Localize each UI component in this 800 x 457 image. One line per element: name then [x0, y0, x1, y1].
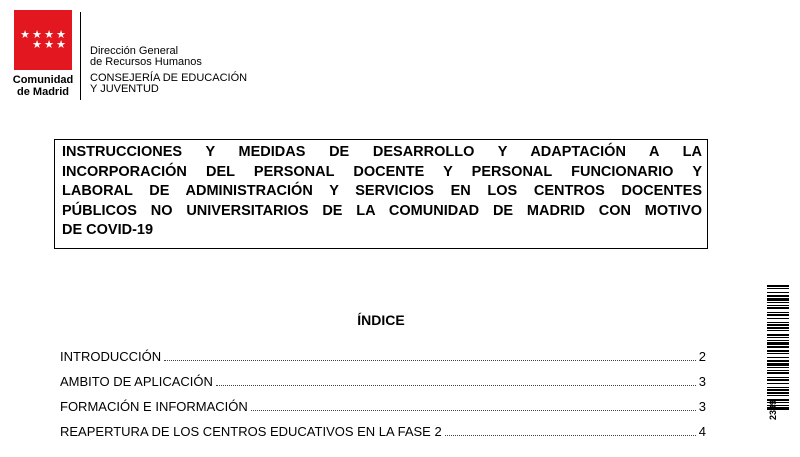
document-title	[54, 139, 708, 249]
org-name: Comunidad de Madrid	[12, 74, 74, 98]
dot-leader	[251, 410, 696, 411]
dot-leader	[216, 385, 696, 386]
table-of-contents	[60, 349, 706, 449]
toc-entry-page: 3	[698, 374, 706, 389]
toc-entry-page: 2	[698, 349, 706, 364]
toc-entry-label: INTRODUCCIÓN	[60, 349, 162, 364]
index-heading: ÍNDICE	[357, 312, 405, 328]
header-divider	[80, 12, 81, 100]
title-line: INCORPORACIÓN DEL PERSONAL DOCENTE Y PERSONAL FUNCIONARIO Y	[62, 163, 702, 180]
star-icons: ★ ★ ★ ★ ★ ★ ★	[20, 29, 66, 51]
comunidad-madrid-logo	[14, 10, 72, 70]
toc-entry-label: REAPERTURA DE LOS CENTROS EDUCATIVOS EN LA FASE 2	[60, 424, 442, 439]
title-line: LABORAL DE ADMINISTRACIÓN Y SERVICIOS EN LOS CENTROS DOCENTES	[62, 183, 702, 199]
department-name: Dirección General de Recursos Humanos CONSEJERÍA DE EDUCACIÓN Y JUVENTUD	[90, 45, 248, 95]
toc-entry-label: FORMACIÓN E INFORMACIÓN	[60, 399, 248, 414]
barcode-icon	[767, 285, 789, 410]
toc-entry[interactable]	[60, 399, 706, 424]
title-line: PÚBLICOS NO UNIVERSITARIOS DE LA COMUNIDAD DE MADRID CON MOTIVO	[62, 202, 702, 219]
dot-leader	[445, 435, 696, 436]
toc-entry[interactable]	[60, 374, 706, 399]
title-line: DE COVID-19	[62, 222, 154, 238]
title-line: INSTRUCCIONES Y MEDIDAS DE DESARROLLO Y ADAPTACIÓN A LA	[62, 144, 702, 160]
toc-entry-page: 4	[698, 424, 706, 439]
dot-leader	[164, 360, 696, 361]
side-code: 2399	[768, 399, 778, 420]
toc-entry-label: AMBITO DE APLICACIÓN	[60, 374, 213, 389]
toc-entry[interactable]	[60, 349, 706, 374]
toc-entry[interactable]	[60, 424, 706, 449]
toc-entry-page: 3	[698, 399, 706, 414]
